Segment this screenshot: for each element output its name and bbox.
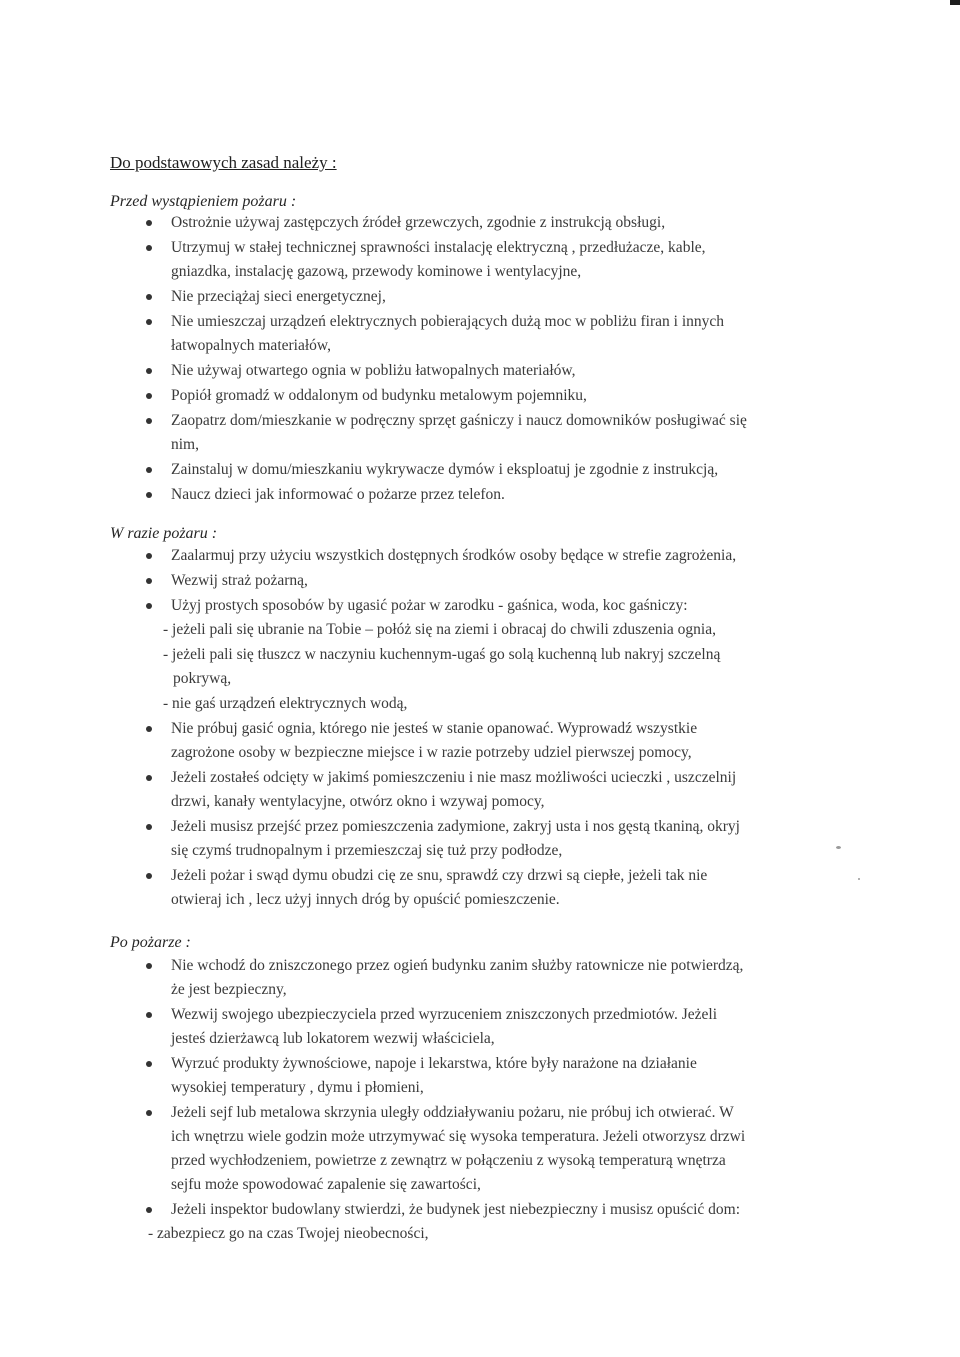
- list-item: Nie przeciążaj sieci energetycznej,: [171, 288, 386, 305]
- list-item: Jeżeli pożar i swąd dymu obudzi cię ze snu, sprawdź czy drzwi są ciepłe, jeżeli tak nie: [171, 867, 708, 884]
- list-item: Zaalarmuj przy użyciu wszystkich dostępnych środków osoby będące w strefie zagrożenia,: [171, 547, 737, 564]
- list-item-continuation: wysokiej temperatury , dymu i płomieni,: [171, 1079, 424, 1096]
- list-item: Nie używaj otwartego ognia w pobliżu łatwopalnych materiałów,: [171, 362, 576, 379]
- list-item: Nie próbuj gasić ognia, którego nie jesteś w stanie opanować. Wyprowadź wszystkie: [171, 720, 698, 737]
- list-item-continuation: nim,: [171, 436, 199, 453]
- sub-item: - nie gaś urządzeń elektrycznych wodą,: [163, 695, 408, 712]
- list-item-continuation: ich wnętrzu wiele godzin może utrzymywać się wysoka temperatura. Jeżeli otworzysz drzwi: [171, 1128, 746, 1145]
- page-title: Do podstawowych zasad należy :: [110, 153, 337, 172]
- list-item: Ostrożnie używaj zastępczych źródeł grzewczych, zgodnie z instrukcją obsługi,: [171, 214, 666, 231]
- list-item-continuation: drzwi, kanały wentylacyjne, otwórz okno i wzywaj pomocy,: [171, 793, 545, 810]
- list-item: Jeżeli inspektor budowlany stwierdzi, że budynek jest niebezpieczny i musisz opuścić dom:: [171, 1201, 741, 1218]
- sub-item: - jeżeli pali się ubranie na Tobie – połóż się na ziemi i obracaj do chwili zduszenia ognia,: [163, 621, 716, 638]
- list-item: Wezwij swojego ubezpieczyciela przed wyrzuceniem zniszczonych przedmiotów. Jeżeli: [171, 1006, 718, 1023]
- list-item-continuation: zagrożone osoby w bezpieczne miejsce i w razie potrzeby udziel pierwszej pomocy,: [171, 744, 692, 761]
- sub-item: - jeżeli pali się tłuszcz w naczyniu kuchennym-ugaś go solą kuchenną lub nakryj szczelną: [163, 646, 721, 663]
- list-item: Jeżeli sejf lub metalowa skrzynia uległy oddziaływaniu pożaru, nie próbuj ich otwierać. W: [171, 1104, 734, 1121]
- scan-speck: [836, 846, 841, 849]
- scan-speck: [858, 878, 860, 880]
- list-item-continuation: sejfu może spowodować zapalenie się zawartości,: [171, 1176, 481, 1193]
- list-item-continuation: że jest bezpieczny,: [171, 981, 287, 998]
- list-item: Naucz dzieci jak informować o pożarze przez telefon.: [171, 486, 505, 503]
- list-item-continuation: przed wychłodzeniem, powietrze z zewnątrz w połączeniu z wysoką temperaturą wnętrza: [171, 1152, 726, 1169]
- sub-item-continuation: pokrywą,: [173, 670, 232, 687]
- list-item: Wyrzuć produkty żywnościowe, napoje i lekarstwa, które były narażone na działanie: [171, 1055, 697, 1072]
- list-item: Nie umieszczaj urządzeń elektrycznych pobierających dużą moc w pobliżu firan i innych: [171, 313, 725, 330]
- list-item: Zaopatrz dom/mieszkanie w podręczny sprzęt gaśniczy i naucz domowników posługiwać się: [171, 412, 747, 429]
- list-item: Zainstaluj w domu/mieszkaniu wykrywacze dymów i eksploatuj je zgodnie z instrukcją,: [171, 461, 719, 478]
- list-item-continuation: się czymś trudnopalnym i przemieszczaj się tuż przy podłodze,: [171, 842, 563, 859]
- list-item: Popiół gromadź w oddalonym od budynku metalowym pojemniku,: [171, 387, 587, 404]
- list-item-continuation: łatwopalnych materiałów,: [171, 337, 331, 354]
- list-item: Jeżeli musisz przejść przez pomieszczenia zadymione, zakryj usta i nos gęstą tkaniną, okryj: [171, 818, 740, 835]
- list-item-continuation: otwieraj ich , lecz użyj innych dróg by opuścić pomieszczenie.: [171, 891, 560, 908]
- section-heading-during-fire: W razie pożaru :: [110, 525, 218, 542]
- list-item: Jeżeli zostałeś odcięty w jakimś pomieszczeniu i nie masz możliwości ucieczki , uszczelnij: [171, 769, 737, 786]
- list-item-continuation: jesteś dzierżawcą lub lokatorem wezwij właściciela,: [171, 1030, 495, 1047]
- list-item: Wezwij straż pożarną,: [171, 572, 308, 589]
- section-heading-after-fire: Po pożarze :: [110, 934, 191, 951]
- list-item-continuation: gniazdka, instalację gazową, przewody kominowe i wentylacyjne,: [171, 263, 582, 280]
- sub-item: - zabezpiecz go na czas Twojej nieobecności,: [148, 1225, 429, 1242]
- section-heading-before-fire: Przed wystąpieniem pożaru :: [110, 193, 297, 210]
- list-item: Nie wchodź do zniszczonego przez ogień budynku zanim służby ratownicze nie potwierdzą,: [171, 957, 744, 974]
- list-item: Utrzymuj w stałej technicznej sprawności instalację elektryczną , przedłużacze, kable,: [171, 239, 706, 256]
- list-item: Użyj prostych sposobów by ugasić pożar w zarodku - gaśnica, woda, koc gaśniczy:: [171, 597, 688, 614]
